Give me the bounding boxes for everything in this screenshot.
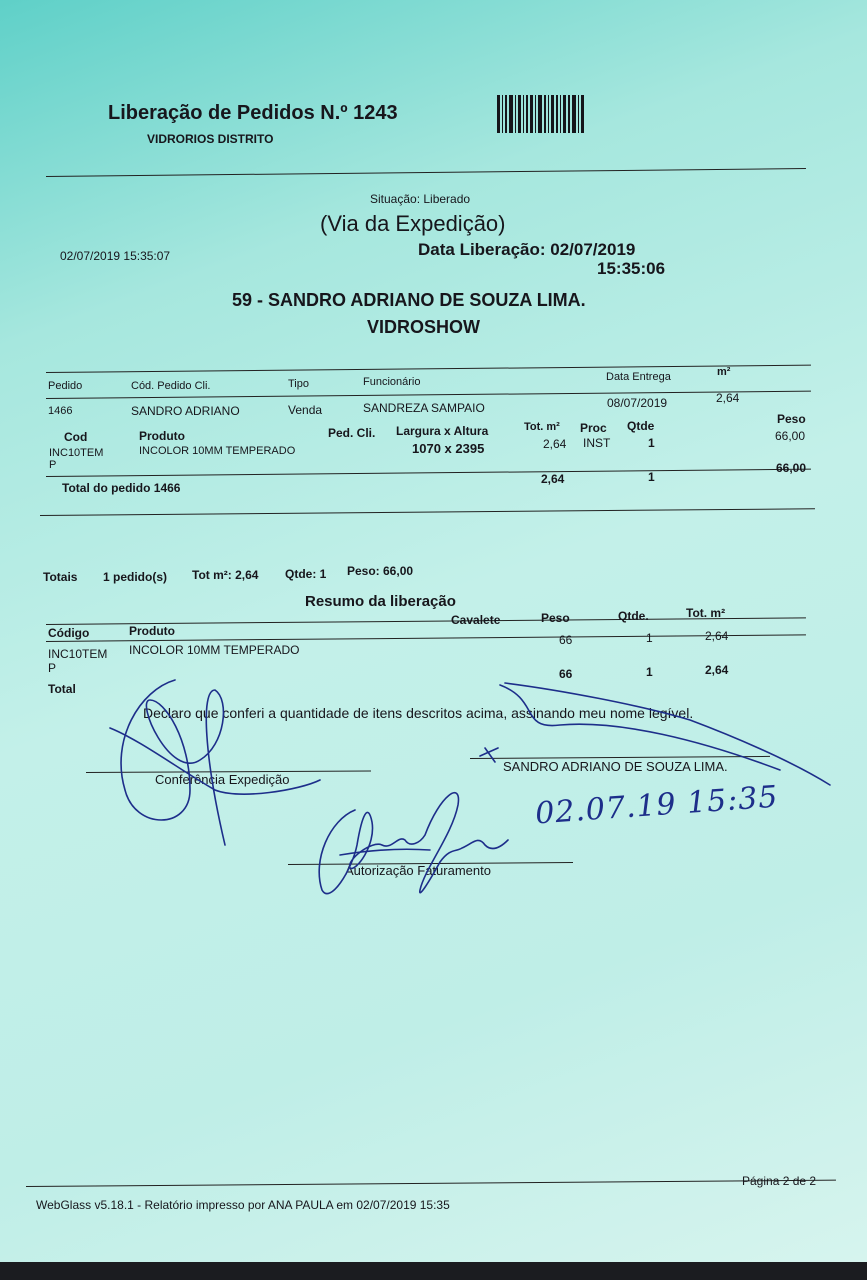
resumo-peso: 66	[559, 633, 573, 647]
item-peso: 66,00	[775, 429, 806, 443]
client-signature-name: SANDRO ADRIANO DE SOUZA LIMA.	[503, 759, 728, 774]
signature-ana-paula	[319, 793, 508, 894]
resumo-total-label: Total	[48, 682, 76, 696]
resumo-col-cavalete: Cavalete	[451, 613, 501, 627]
company-name: VIDRORIOS DISTRITO	[147, 132, 274, 146]
item-largura-altura: 1070 x 2395	[412, 441, 485, 456]
resumo-col-qtde: Qtde.	[618, 609, 649, 623]
col-data-entrega: Data Entrega	[606, 371, 671, 383]
via-title: (Via da Expedição)	[320, 211, 506, 236]
order-pedido: 1466	[48, 405, 73, 417]
item-col-tot-m2: Tot. m²	[524, 421, 560, 433]
item-col-produto: Produto	[139, 429, 185, 443]
resumo-col-produto: Produto	[129, 624, 175, 638]
totals-qtde: Qtde: 1	[285, 567, 327, 581]
resumo-total-m2: 2,64	[705, 663, 729, 677]
resumo-tot-m2: 2,64	[705, 629, 729, 643]
resumo-codigo-1: INC10TEM	[48, 647, 108, 661]
order-funcionario: SANDREZA SAMPAIO	[363, 401, 485, 415]
totals-m2: Tot m²: 2,64	[192, 568, 259, 582]
resumo-col-codigo: Código	[48, 626, 90, 640]
situacao-text: Situação: Liberado	[370, 192, 471, 206]
resumo-total-peso: 66	[559, 667, 573, 681]
order-data-entrega: 08/07/2019	[607, 396, 668, 410]
handwritten-date: 02.07.19 15:35	[534, 779, 780, 832]
order-total-peso: 66,00	[776, 461, 807, 475]
resumo-codigo-2: P	[48, 661, 57, 675]
resumo-title: Resumo da liberação	[305, 593, 456, 610]
item-tot-m2: 2,64	[543, 437, 567, 451]
col-m2: m²	[717, 366, 731, 378]
conferencia-label: Conferência Expedição	[155, 772, 290, 787]
totals-peso: Peso: 66,00	[347, 564, 414, 578]
data-liberacao-label: Data Liberação: 02/07/2019	[418, 240, 636, 259]
item-col-largura-altura: Largura x Altura	[396, 424, 489, 438]
item-col-ped-cli: Ped. Cli.	[328, 426, 376, 440]
signature-scribble-client	[500, 683, 830, 785]
document-title: Liberação de Pedidos N.º 1243	[108, 102, 398, 124]
item-col-qtde: Qtde	[627, 419, 655, 433]
resumo-produto: INCOLOR 10MM TEMPERADO	[129, 643, 300, 657]
print-datetime: 02/07/2019 15:35:07	[60, 249, 171, 263]
autorizacao-label: Autorização Faturamento	[345, 863, 491, 878]
order-cod-cli: SANDRO ADRIANO	[131, 404, 240, 418]
client-company: VIDROSHOW	[367, 317, 481, 337]
item-qtde: 1	[648, 436, 655, 450]
item-cod-2: P	[49, 459, 57, 471]
data-liberacao-time: 15:35:06	[597, 259, 666, 278]
item-proc: INST	[583, 436, 611, 450]
col-tipo: Tipo	[288, 378, 309, 390]
resumo-col-peso: Peso	[541, 611, 570, 625]
item-col-proc: Proc	[580, 421, 607, 435]
order-total-qtde: 1	[648, 470, 655, 484]
order-total-m2: 2,64	[541, 472, 565, 486]
totals-pedidos: 1 pedido(s)	[103, 570, 168, 584]
declaration-text: Declaro que conferi a quantidade de itens descritos acima, assinando meu nome legível.	[143, 705, 694, 721]
totals-label: Totais	[43, 570, 78, 584]
footer-page-number: Página 2 de 2	[742, 1174, 817, 1188]
item-col-peso: Peso	[777, 412, 806, 426]
signature-scribble-left	[121, 680, 225, 845]
order-m2: 2,64	[716, 391, 740, 405]
order-total-label: Total do pedido 1466	[62, 481, 181, 495]
item-col-cod: Cod	[64, 430, 88, 444]
col-cod-cli: Cód. Pedido Cli.	[131, 380, 211, 392]
resumo-total-qtde: 1	[646, 665, 653, 679]
col-pedido: Pedido	[48, 380, 83, 392]
order-tipo: Venda	[288, 403, 323, 417]
col-funcionario: Funcionário	[363, 376, 421, 388]
footer-printed-by: WebGlass v5.18.1 - Relatório impresso por ANA PAULA em 02/07/2019 15:35	[36, 1198, 450, 1212]
resumo-qtde: 1	[646, 631, 653, 645]
client-name: 59 - SANDRO ADRIANO DE SOUZA LIMA.	[232, 290, 586, 310]
item-cod-1: INC10TEM	[49, 447, 104, 459]
resumo-col-tot-m2: Tot. m²	[686, 606, 726, 620]
item-produto: INCOLOR 10MM TEMPERADO	[139, 445, 296, 457]
